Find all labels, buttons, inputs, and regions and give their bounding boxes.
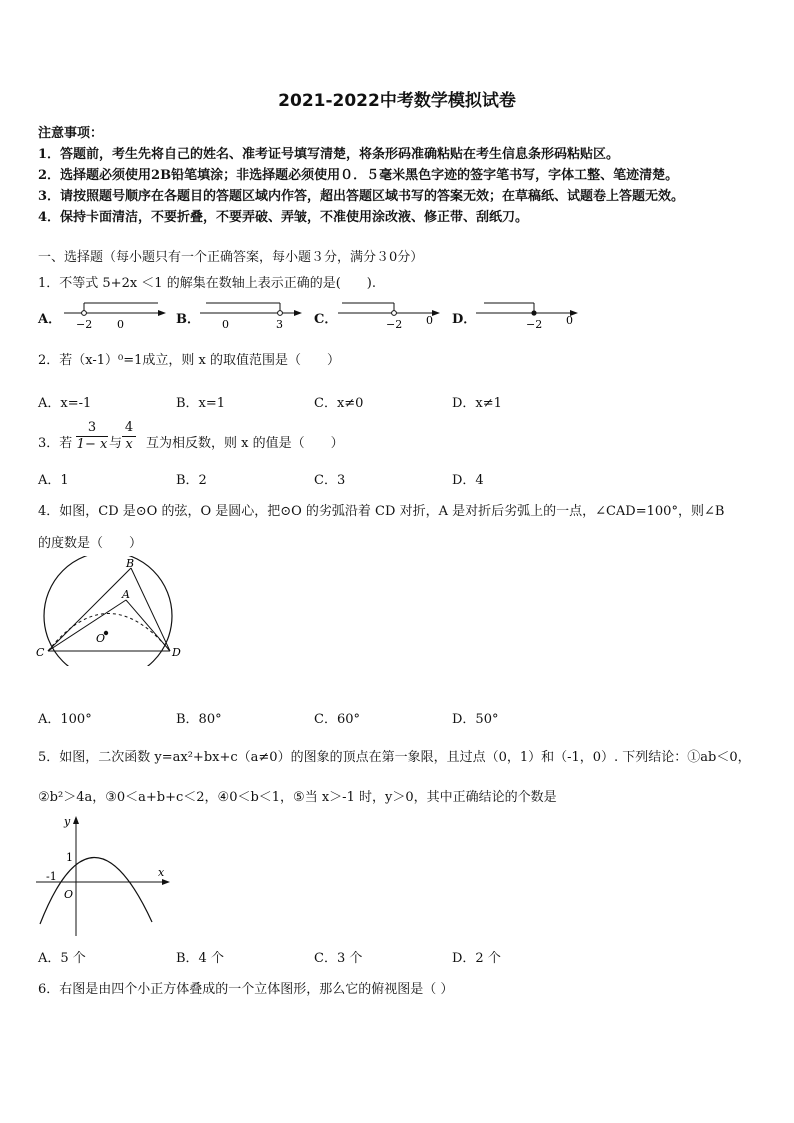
q1-d-tick-1: −2: [526, 318, 543, 331]
q3-option-d: D．4: [452, 473, 484, 488]
q2-option-a: A．x=-1: [38, 396, 92, 411]
q5-axis-y-label: y: [64, 815, 71, 828]
q1-a-tick-1: −2: [76, 318, 93, 331]
q5-axis-x-label: x: [158, 866, 165, 879]
q1-c-tick-2: 0: [426, 314, 433, 327]
q1-option-c-numberline: [336, 296, 448, 332]
q4-label-a: A: [122, 588, 130, 601]
q5-label-minus-one: -1: [46, 870, 57, 883]
q3-mid: 与: [109, 436, 123, 451]
q3-fraction-1: [76, 420, 108, 453]
notice-item-1: 1．答题前，考生先将自己的姓名、准考证号填写清楚，将条形码准确粘贴在考生信息条形码粘贴区。: [38, 147, 620, 162]
notice-item-2: 2．选择题必须使用2B铅笔填涂；非选择题必须使用０．５毫米黑色字迹的签字笔书写，字体工整、笔迹清楚。: [38, 168, 679, 183]
q4-label-b: B: [126, 557, 135, 570]
question-4-stem-line-1: 4．如图，CD 是⊙O 的弦，O 是圆心，把⊙O 的劣弧沿着 CD 对折，A 是对折后劣弧上的一点，∠CAD=100°，则∠B: [38, 504, 725, 519]
q1-option-d-letter: D．: [452, 312, 477, 327]
q4-option-b: B．80°: [176, 712, 222, 727]
notice-heading: 注意事项：: [38, 126, 104, 141]
q5-option-d: D．2 个: [452, 951, 501, 966]
q1-option-b-numberline: [198, 296, 310, 332]
notice-item-4: 4．保持卡面清洁，不要折叠，不要弄破、弄皱，不准使用涂改液、修正带、刮纸刀。: [38, 210, 529, 225]
q1-option-c-letter: C．: [314, 312, 338, 327]
q3-fraction-2: [122, 420, 136, 453]
q4-label-d: D: [172, 646, 181, 659]
q3-frac2-numerator: 4: [122, 420, 136, 437]
q5-parabola-figure: [34, 812, 174, 938]
q1-b-tick-1: 0: [222, 318, 229, 331]
q3-frac1-numerator: 3: [76, 420, 108, 437]
q3-option-c: C．3: [314, 473, 346, 488]
q3-option-a: A．1: [38, 473, 69, 488]
q4-option-c: C．60°: [314, 712, 360, 727]
q1-a-tick-2: 0: [117, 318, 124, 331]
q3-frac2-denominator: x: [125, 437, 133, 452]
question-4-stem-line-2: 的度数是（ ）: [38, 536, 143, 551]
q1-option-a-numberline: [62, 296, 172, 332]
q5-option-c: C．3 个: [314, 951, 363, 966]
q4-circle-figure: [34, 556, 184, 666]
q3-suffix: 互为相反数，则 x 的值是（ ）: [146, 436, 344, 451]
question-2-stem: 2．若（x-1）⁰=1成立，则 x 的取值范围是（ ）: [38, 353, 341, 368]
q3-frac1-denominator: 1− x: [76, 437, 108, 452]
q1-d-tick-2: 0: [566, 314, 573, 327]
q4-option-d: D．50°: [452, 712, 499, 727]
q4-label-c: C: [36, 646, 45, 659]
question-1-stem: 1．不等式 5+2x ＜1 的解集在数轴上表示正确的是( ).: [38, 276, 376, 291]
section-heading: 一、选择题（每小题只有一个正确答案，每小题３分，满分３0分）: [38, 250, 424, 265]
page-title: 2021-2022中考数学模拟试卷: [278, 91, 516, 111]
question-6-stem: 6．右图是由四个小正方体叠成的一个立体图形，那么它的俯视图是（ ）: [38, 982, 454, 997]
q5-label-one: 1: [66, 851, 73, 864]
notice-item-3: 3．请按照题号顺序在各题目的答题区域内作答，超出答题区域书写的答案无效；在草稿纸、试题卷上答题无效。: [38, 189, 685, 204]
q1-option-b-letter: B．: [176, 312, 200, 327]
q5-label-origin: O: [64, 888, 74, 901]
q2-option-d: D．x≠1: [452, 396, 502, 411]
q1-c-tick-1: −2: [386, 318, 403, 331]
q2-option-c: C．x≠0: [314, 396, 364, 411]
q5-option-a: A．5 个: [38, 951, 86, 966]
question-5-stem-line-2: ②b²＞4a，③0＜a+b+c＜2，④0＜b＜1，⑤当 x＞-1 时，y＞0，其中正确结论的个数是: [38, 790, 557, 805]
q3-option-b: B．2: [176, 473, 207, 488]
q2-option-b: B．x=1: [176, 396, 226, 411]
q1-b-tick-2: 3: [276, 318, 283, 331]
q5-option-b: B．4 个: [176, 951, 224, 966]
q1-option-d-numberline: [474, 296, 586, 332]
q4-label-o: O: [96, 632, 106, 645]
q4-option-a: A．100°: [38, 712, 92, 727]
question-5-stem-line-1: 5．如图，二次函数 y=ax²+bx+c（a≠0）的图象的顶点在第一象限，且过点（0，1）和（-1，0）. 下列结论：①ab＜0，: [38, 750, 751, 765]
q1-option-a-letter: A．: [38, 312, 62, 327]
question-3-prefix: 3．若: [38, 436, 73, 451]
